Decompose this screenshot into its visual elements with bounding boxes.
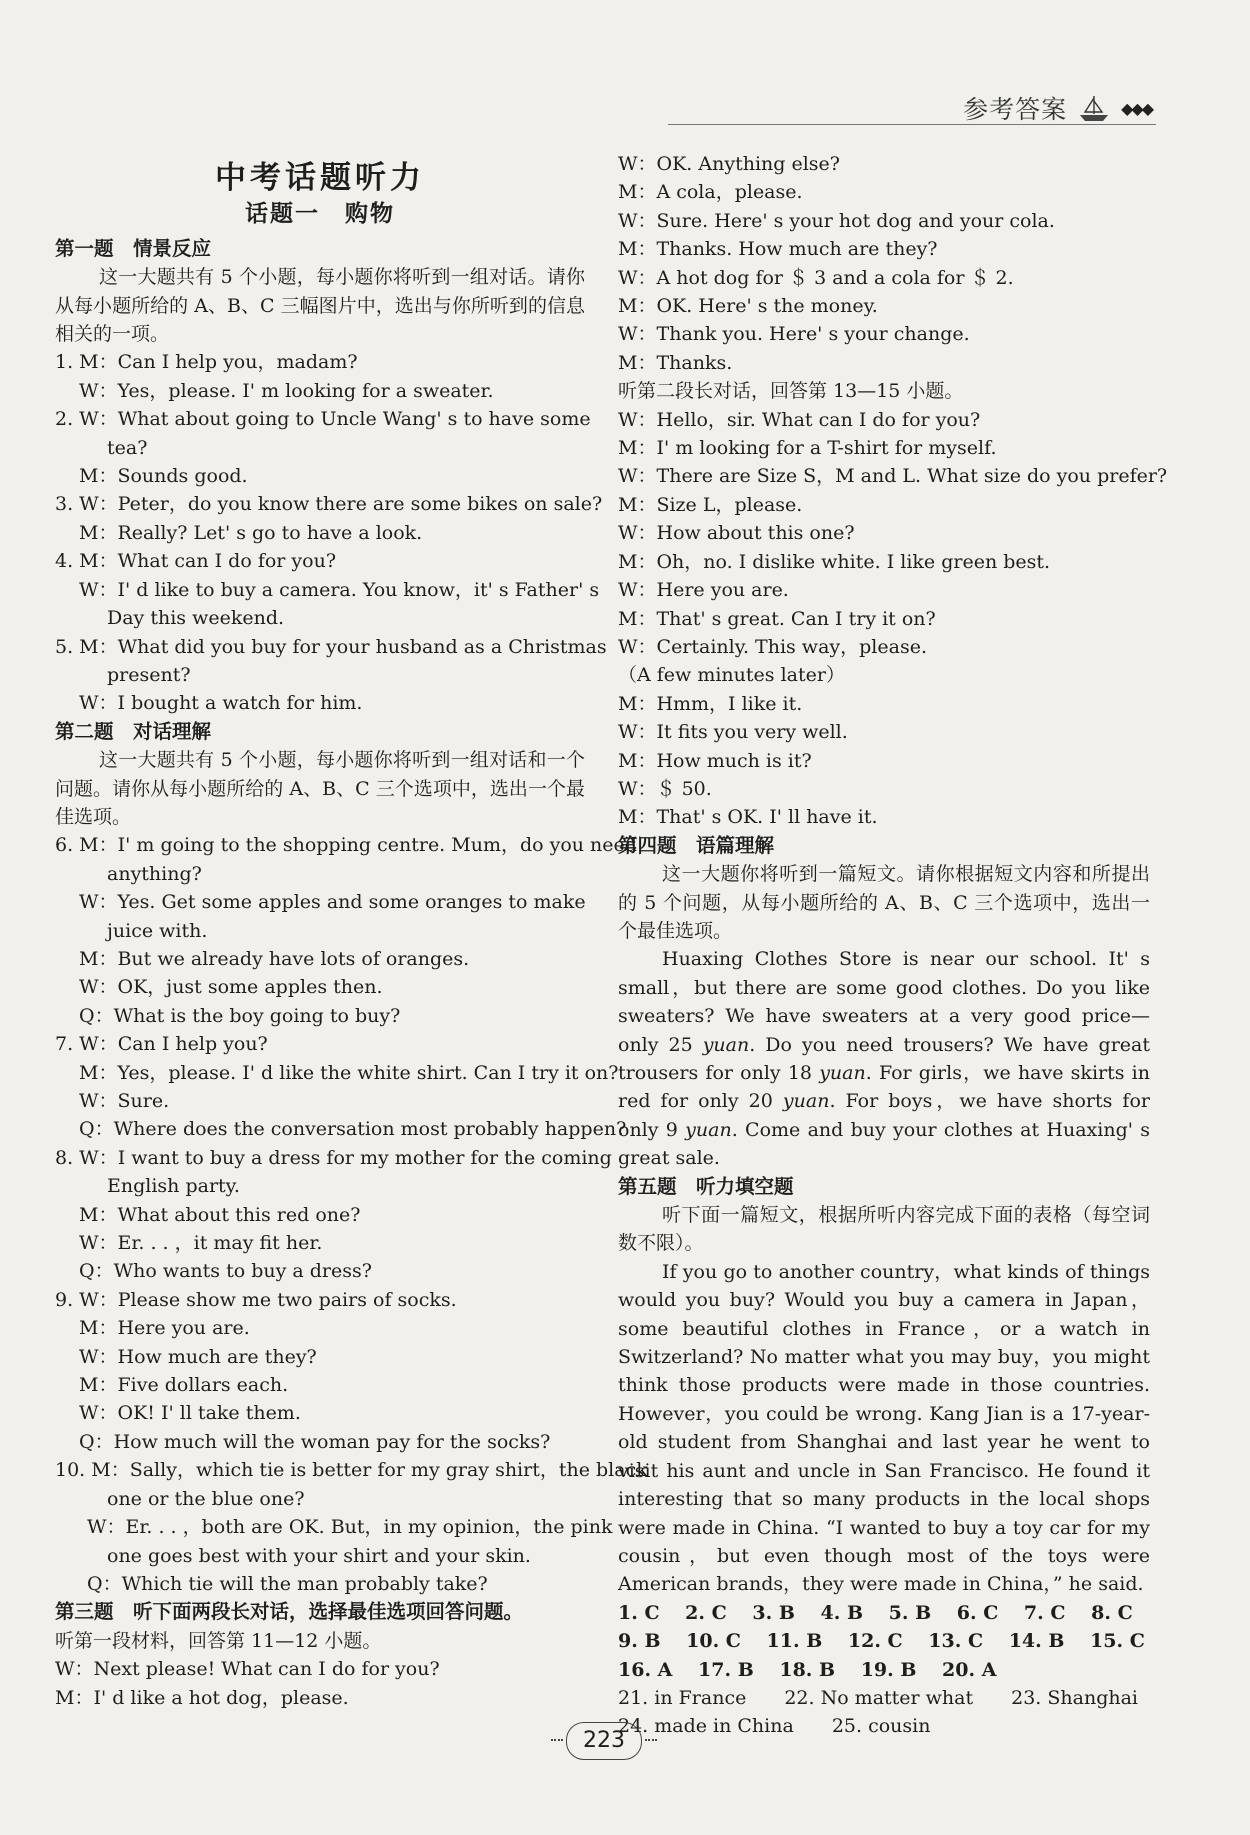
text-line: M：I' m looking for a T-shirt for myself. <box>618 437 997 460</box>
text-line: W：Yes，please. I' m looking for a sweater. <box>79 379 494 402</box>
text-line: 21. in France 22. No matter what 23. Shanghai <box>618 1686 1139 1709</box>
text-line: 听第二段长对话，回答第 13—15 小题。 <box>618 380 964 403</box>
text-line: W：I bought a watch for him. <box>79 692 363 715</box>
passage-text: . For girls，we have skirts in red for only 20 <box>618 1062 1150 1113</box>
text-line: M：But we already have lots of oranges. <box>79 947 470 970</box>
passage-text: . Come and buy your clothes at Huaxing' s great sale. <box>618 1118 1150 1170</box>
text-line: W：How about this one? <box>618 522 855 545</box>
section-1-dialogues <box>55 348 607 717</box>
text-line: M：Size L，please. <box>618 493 803 516</box>
section-1-intro: 这一大题共有 5 个小题，每小题你将听到一组对话。请你从每小题所给的 A、B、C 三幅图片中，选出与你所听到的信息相关的一项。 <box>55 266 585 346</box>
text-line: 4. M：What can I do for you? <box>55 550 337 573</box>
text-line: M：Oh，no. I dislike white. I like green best. <box>618 550 1051 573</box>
section-4-passage <box>618 945 1150 1172</box>
text-line: 5. M：What did you buy for your husband as a Christmas <box>55 635 607 658</box>
text-line: M：What about this red one? <box>79 1203 361 1226</box>
text-line: M：Here you are. <box>79 1317 250 1340</box>
text-line: 听第一段材料，回答第 11—12 小题。 <box>55 1629 382 1652</box>
text-line: W：Er. . . ，both are OK. But，in my opinion，the pink <box>87 1516 613 1539</box>
section-4-intro: 这一大题你将听到一篇短文。请你根据短文内容和所提出的 5 个问题，从每小题所给的 A、B、C 三个选项中，选出一个最佳选项。 <box>618 863 1150 942</box>
text-line: 2. W：What about going to Uncle Wang' s to have some <box>55 408 591 431</box>
section-5-intro: 听下面一篇短文，根据所听内容完成下面的表格（每空词数不限）。 <box>618 1204 1150 1255</box>
page-header <box>963 88 1152 128</box>
text-line: M：Hmm，I like it. <box>618 692 803 715</box>
text-line: M：How much is it? <box>618 749 812 772</box>
section-3-dialogue-start <box>55 1627 585 1712</box>
text-line: W：A hot dog for ＄ 3 and a cola for ＄ 2. <box>618 266 1014 289</box>
text-line: W：Hello，sir. What can I do for you? <box>618 408 981 431</box>
text-line: W：Sure. <box>79 1090 170 1112</box>
section-4-title: 第四题 语篇理解 <box>618 833 775 857</box>
text-line: Q：Which tie will the man probably take? <box>87 1572 488 1595</box>
answer-key <box>618 1599 1150 1684</box>
text-line: 16. A 17. B 18. B 19. B 20. A <box>618 1658 997 1681</box>
section-3-title: 第三题 听下面两段长对话，选择最佳选项回答问题。 <box>55 1600 524 1624</box>
text-line: 6. M：I' m going to the shopping centre. Mum，do you need <box>55 834 637 857</box>
text-line: M：Sounds good. <box>79 465 248 488</box>
section-2-dialogues <box>55 831 648 1598</box>
text-line: W：OK. Anything else? <box>618 153 840 175</box>
section-2-title: 第二题 对话理解 <box>55 719 212 743</box>
text-line: Q：Who wants to buy a dress? <box>79 1260 372 1283</box>
section-3-dialogues <box>618 150 1168 832</box>
text-line: present? <box>107 663 191 686</box>
text-line: M：Thanks. <box>618 351 733 374</box>
text-line: 9. B 10. C 11. B 12. C 13. C 14. B 15. C <box>618 1630 1145 1653</box>
text-line: W：Sure. Here' s your hot dog and your cola. <box>618 209 1055 232</box>
left-column <box>55 150 648 1712</box>
text-line: 1. C 2. C 3. B 4. B 5. B 6. C 7. C 8. C <box>618 1601 1133 1624</box>
right-column <box>618 150 1168 1741</box>
text-line: Q：Where does the conversation most probably happen? <box>79 1118 627 1141</box>
text-line: 9. W：Please show me two pairs of socks. <box>55 1288 457 1311</box>
text-line: W：How much are they? <box>79 1345 317 1368</box>
text-line: tea? <box>107 436 148 459</box>
text-line: Day this weekend. <box>107 607 285 630</box>
boat-icon <box>1077 93 1111 123</box>
text-line: M：A cola，please. <box>618 181 803 204</box>
section-1-title: 第一题 情景反应 <box>55 236 212 260</box>
section-5-passage: If you go to another country，what kinds of things would you buy? Would you buy a camera in Japan，some beautiful clothes in France，or a watch in Switzerland? No matter what you may buy，you might think those products were made in those countries. However，you could be wrong. Kang Jian is a 17-year-old student from Shanghai and last year he went to visit his aunt and uncle in San Francisco. He found it interesting that so many products in the local shops were made in China. “I wanted to buy a toy car for my cousin，but even though most of the toys were American brands，they were made in China，” he said. <box>618 1260 1150 1596</box>
text-line: （A few minutes later） <box>618 664 845 687</box>
text-line: W：It fits you very well. <box>618 721 848 744</box>
text-line: W：There are Size S，M and L. What size do you prefer? <box>618 465 1168 488</box>
text-line: anything? <box>107 862 202 885</box>
text-line: Q：How much will the woman pay for the socks? <box>79 1430 551 1453</box>
header-title: 参考答案 <box>963 95 1068 124</box>
text-line: one or the blue one? <box>107 1487 305 1510</box>
passage-text: Huaxing Clothes Store is near our school. It' s small，but there are some good clothes. Do you like sweaters? We have sweaters at a very good price—only 25 <box>618 948 1150 1056</box>
text-line: M：Yes，please. I' d like the white shirt. Can I try it on? <box>79 1061 619 1084</box>
text-line: M：Thanks. How much are they? <box>618 238 938 261</box>
header-rule <box>668 124 1156 125</box>
text-line: M：Five dollars each. <box>79 1374 289 1397</box>
passage-text: . For boys，we have shorts for only 9 <box>618 1090 1150 1141</box>
text-line: W：Thank you. Here' s your change. <box>618 323 970 346</box>
section-2-intro: 这一大题共有 5 个小题，每小题你将听到一组对话和一个问题。请你从每小题所给的 A、B、C 三个选项中，选出一个最佳选项。 <box>55 749 585 828</box>
text-line: M：That' s great. Can I try it on? <box>618 607 936 630</box>
text-line: 7. W：Can I help you? <box>55 1033 268 1056</box>
text-line: M：OK. Here' s the money. <box>618 295 878 318</box>
text-line: 10. M：Sally，which tie is better for my gray shirt，the black <box>55 1459 648 1482</box>
text-line: Q：What is the boy going to buy? <box>79 1004 401 1027</box>
text-line: M：That' s OK. I' ll have it. <box>618 806 878 829</box>
passage-yuan: yuan <box>782 1090 830 1113</box>
text-line: W：Er. . . ，it may fit her. <box>79 1232 323 1255</box>
section-5-title: 第五题 听力填空题 <box>618 1174 794 1198</box>
passage-yuan: yuan <box>819 1062 866 1084</box>
sub-title: 话题一 购物 <box>245 201 395 228</box>
text-line: W：I' d like to buy a camera. You know，it' s Father' s <box>79 578 600 601</box>
text-line: W：Next please! What can I do for you? <box>55 1658 440 1681</box>
text-line: 1. M：Can I help you，madam? <box>55 351 358 374</box>
text-line: W：Here you are. <box>618 579 789 602</box>
fill-answer-key <box>618 1684 1150 1741</box>
text-line: W：＄ 50. <box>618 777 712 800</box>
text-line: 24. made in China 25. cousin <box>618 1715 931 1738</box>
passage-yuan: yuan <box>685 1118 732 1141</box>
text-line: W：Yes. Get some apples and some oranges to make <box>79 891 586 914</box>
diamond-icons: ◆◆◆ <box>1121 98 1152 118</box>
text-line: M：I' d like a hot dog，please. <box>55 1686 349 1709</box>
text-line: English party. <box>107 1175 240 1198</box>
text-line: one goes best with your shirt and your skin. <box>107 1544 531 1567</box>
text-line: 8. W：I want to buy a dress for my mother for the coming <box>55 1146 612 1169</box>
page-number: 223 <box>566 1722 642 1760</box>
text-line: W：Certainly. This way，please. <box>618 635 927 658</box>
text-line: W：OK，just some apples then. <box>79 976 383 999</box>
text-line: 3. W：Peter，do you know there are some bikes on sale? <box>55 493 603 516</box>
text-line: juice with. <box>107 919 208 942</box>
text-line: W：OK! I' ll take them. <box>79 1402 301 1425</box>
passage-text: . Do you need trousers? We have great trousers for only 18 <box>618 1033 1150 1084</box>
passage-yuan: yuan <box>702 1033 750 1056</box>
main-title: 中考话题听力 <box>215 160 425 196</box>
text-line: M：Really? Let' s go to have a look. <box>79 521 423 544</box>
